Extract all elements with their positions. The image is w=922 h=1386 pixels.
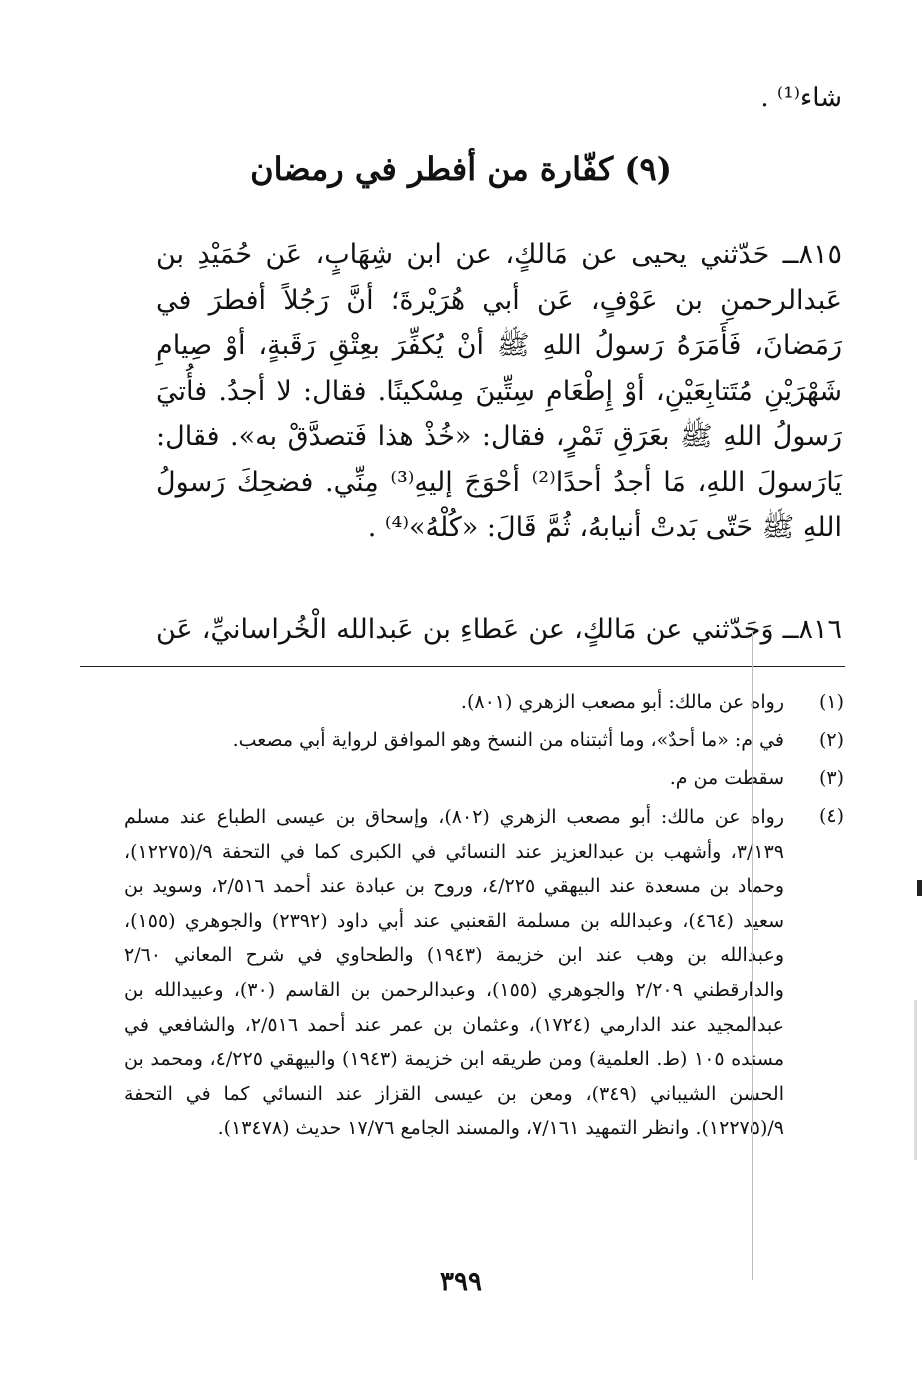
footnote-text: سقطت من م. bbox=[669, 767, 784, 789]
footnote-text: رواه عن مالك: أبو مصعب الزهري (٨٠٢)، وإسحاق بن عيسى الطباع عند مسلم ٣/١٣٩، وأشهب بن عبدالعزيز عند النسائي في الكبرى كما في التحفة ٩/(١٢٢٧٥)، وحماد بن مسعدة عند البيهقي ٤/٢٢٥، وروح بن عبادة عند أحمد ٢/٥١٦، وسويد بن سعيد (٤٦٤)، وعبدالله بن مسلمة القعنبي عند أبي داود (٢٣٩٢) والجوهري (١٥٥)، وعبدالله بن وهب عند ابن خزيمة (١٩٤٣) والطحاوي في شرح المعاني ٢/٦٠ والدارقطني ٢/٢٠٩ والجوهري (١٥٥)، وعبدالرحمن بن القاسم (٣٠)، وعبيدالله بن عبدالمجيد عند الدارمي (١٧٢٤)، وعثمان بن عمر عند أحمد ٢/٥١٦، والشافعي في مسنده ١٠٥ (ط. العلمية) ومن طريقه ابن خزيمة (١٩٤٣) والبيهقي ٤/٢٢٥، ومحمد بن الحسن الشيباني (٣٤٩)، ومعن بن عيسى القزاز عند النسائي كما في التحفة ٩/(١٢٢٧٥). وانظر التمهيد ٧/١٦١، والمسند الجامع ١٧/٧٦ حديث (١٣٤٧٨). bbox=[124, 806, 785, 1140]
footnote-text: في م: «ما أحدٌ»، وما أثبتناه من النسخ وهو الموافق لرواية أبي مصعب. bbox=[232, 729, 784, 751]
chapter-title: (٩) كفّارة من أفطر في رمضان bbox=[250, 150, 672, 188]
footnote-1 bbox=[124, 686, 844, 719]
footnote-number: (٤) bbox=[818, 805, 844, 827]
footnote-separator bbox=[80, 666, 845, 667]
scan-edge-mark bbox=[917, 880, 922, 896]
footnote-4 bbox=[124, 800, 844, 1146]
hadith-816: ٨١٦ــ وَحَدّثني عن مَالكٍ، عن عَطاءِ بن عَبدالله الْخُراسانيِّ، عَن bbox=[156, 614, 842, 645]
footnote-2 bbox=[124, 724, 844, 757]
page-number: ٣٩٩ bbox=[440, 1267, 482, 1297]
footnote-number: (١) bbox=[818, 691, 844, 713]
hadith-815: ٨١٥ــ حَدّثني يحيى عن مَالكٍ، عن ابن شِهَابٍ، عَن حُمَيْدِ بن عَبدالرحمنِ بن عَوْفٍ، عَن أبي هُرَيْرةَ؛ أنَّ رَجُلاً أفطرَ في رَمَضانَ، فَأَمَرَهُ رَسولُ اللهِ ﷺ أنْ يُكفِّرَ بعِتْقِ رَقَبةٍ، أوْ صِيامِ شَهْرَيْنِ مُتَتابِعَيْنِ، أوْ إِطْعَامِ سِتِّينَ مِسْكينًا. فقال: لا أجدُ. فأُتيَ رَسولُ اللهِ ﷺ بعَرَقِ تَمْرٍ، فقال: «خُذْ هذا فَتصدَّقْ به». فقال: يَارَسولَ اللهِ، مَا أجدُ أحدًا⁽²⁾ أحْوَجَ إليهِ⁽³⁾ مِنِّي. فضحِكَ رَسولُ اللهِ ﷺ حَتّى بَدتْ أنيابهُ، ثُمَّ قَالَ: «كُلْهُ»⁽⁴⁾ . bbox=[156, 239, 842, 543]
footnote-number: (٢) bbox=[818, 729, 844, 751]
footnote-number: (٣) bbox=[818, 767, 844, 789]
footnote-3 bbox=[124, 762, 844, 795]
continuation-line: شاء⁽¹⁾ . bbox=[760, 83, 842, 113]
footnote-text: رواه عن مالك: أبو مصعب الزهري (٨٠١). bbox=[460, 691, 784, 713]
scan-edge-shadow bbox=[914, 1000, 917, 1160]
scan-fold-line bbox=[752, 630, 753, 1280]
